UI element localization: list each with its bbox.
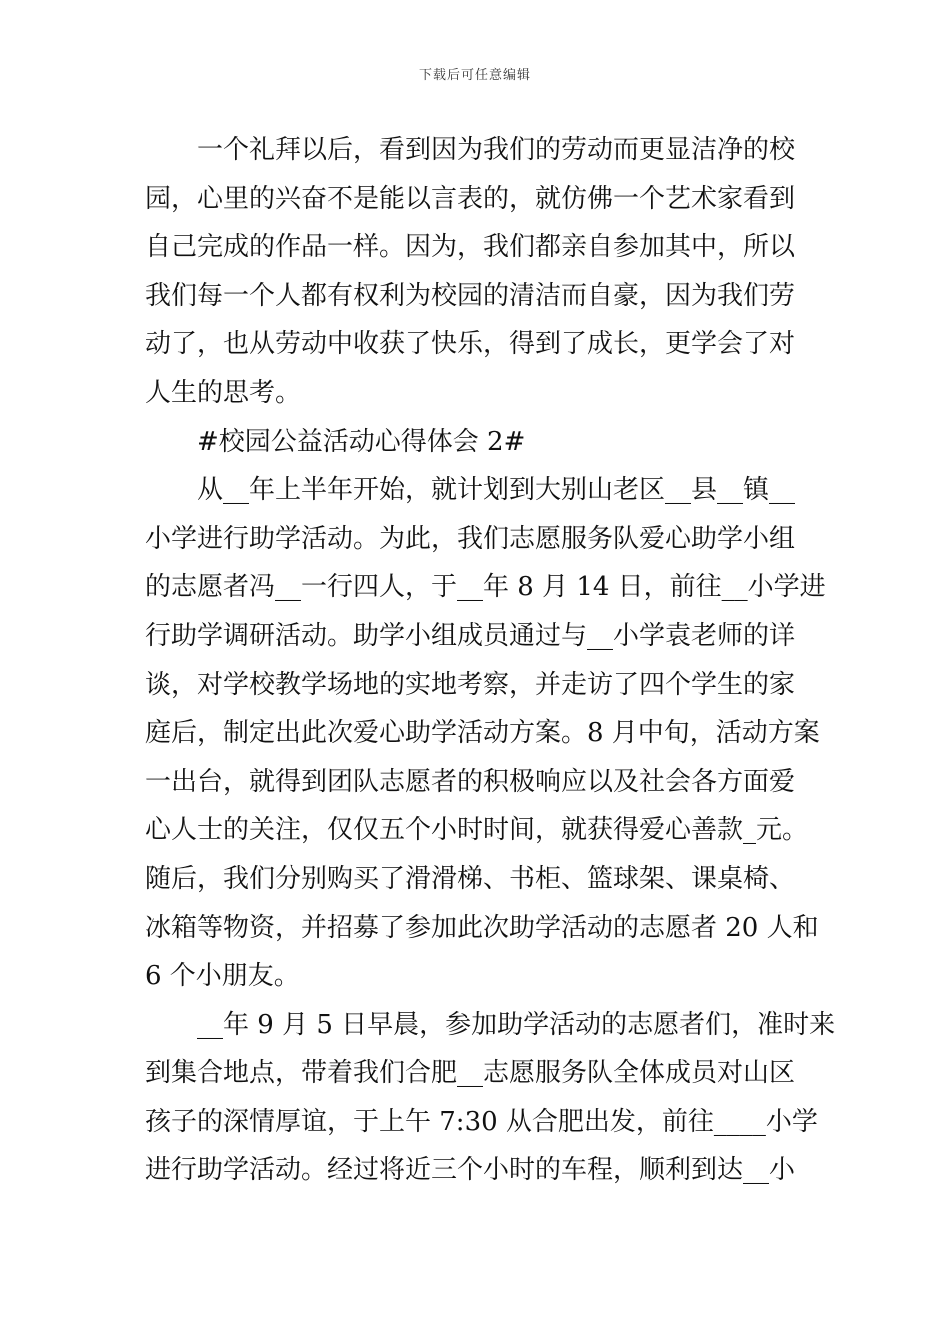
paragraph-line: 园，心里的兴奋不是能以言表的，就仿佛一个艺术家看到 [145,183,796,214]
paragraph-line: 动了，也从劳动中收获了快乐，得到了成长，更学会了对 [145,329,796,360]
section-heading: #校园公益活动心得体会 2# [197,426,526,457]
paragraph-line: 我们每一个人都有权利为校园的清洁而自豪，因为我们劳 [145,280,796,311]
document-body [145,126,836,1195]
paragraph-line: 的志愿者冯__一行四人，于__年 8 月 14 日，前往__小学进 [145,572,826,603]
paragraph-line: 一个礼拜以后，看到因为我们的劳动而更显洁净的校 [197,135,796,165]
page-header: 下载后可任意编辑 [418,68,531,83]
paragraph-line: 进行助学活动。经过将近三个小时的车程，顺利到达__小 [145,1155,796,1186]
paragraph-line: __年 9 月 5 日早晨，参加助学活动的志愿者们，准时来 [197,1009,836,1040]
paragraph-line: 从__年上半年开始，就计划到大别山老区__县__镇__ [197,475,796,506]
paragraph-line: 随后，我们分别购买了滑滑梯、书柜、篮球架、课桌椅、 [145,863,796,894]
paragraph-line: 行助学调研活动。助学小组成员通过与__小学袁老师的详 [145,620,796,651]
paragraph-line: 心人士的关注，仅仅五个小时时间，就获得爱心善款_元。 [145,815,809,846]
paragraph-line: 庭后，制定出此次爱心助学活动方案。8 月中旬，活动方案 [145,718,820,749]
paragraph-line: 一出台，就得到团队志愿者的积极响应以及社会各方面爱 [145,766,796,797]
paragraph-line: 孩子的深情厚谊，于上午 7:30 从合肥出发，前往____小学 [145,1106,818,1137]
paragraph-line: 小学进行助学活动。为此，我们志愿服务队爱心助学小组 [145,523,796,554]
paragraph-line: 冰箱等物资，并招募了参加此次助学活动的志愿者 20 人和 [145,912,819,943]
paragraph-line: 到集合地点，带着我们合肥__志愿服务队全体成员对山区 [145,1058,796,1089]
paragraph-line: 谈，对学校教学场地的实地考察，并走访了四个学生的家 [145,669,796,700]
paragraph-line: 人生的思考。 [145,377,302,408]
paragraph-line: 自己完成的作品一样。因为，我们都亲自参加其中，所以 [145,232,796,263]
paragraph-line: 6 个小朋友。 [145,961,300,992]
